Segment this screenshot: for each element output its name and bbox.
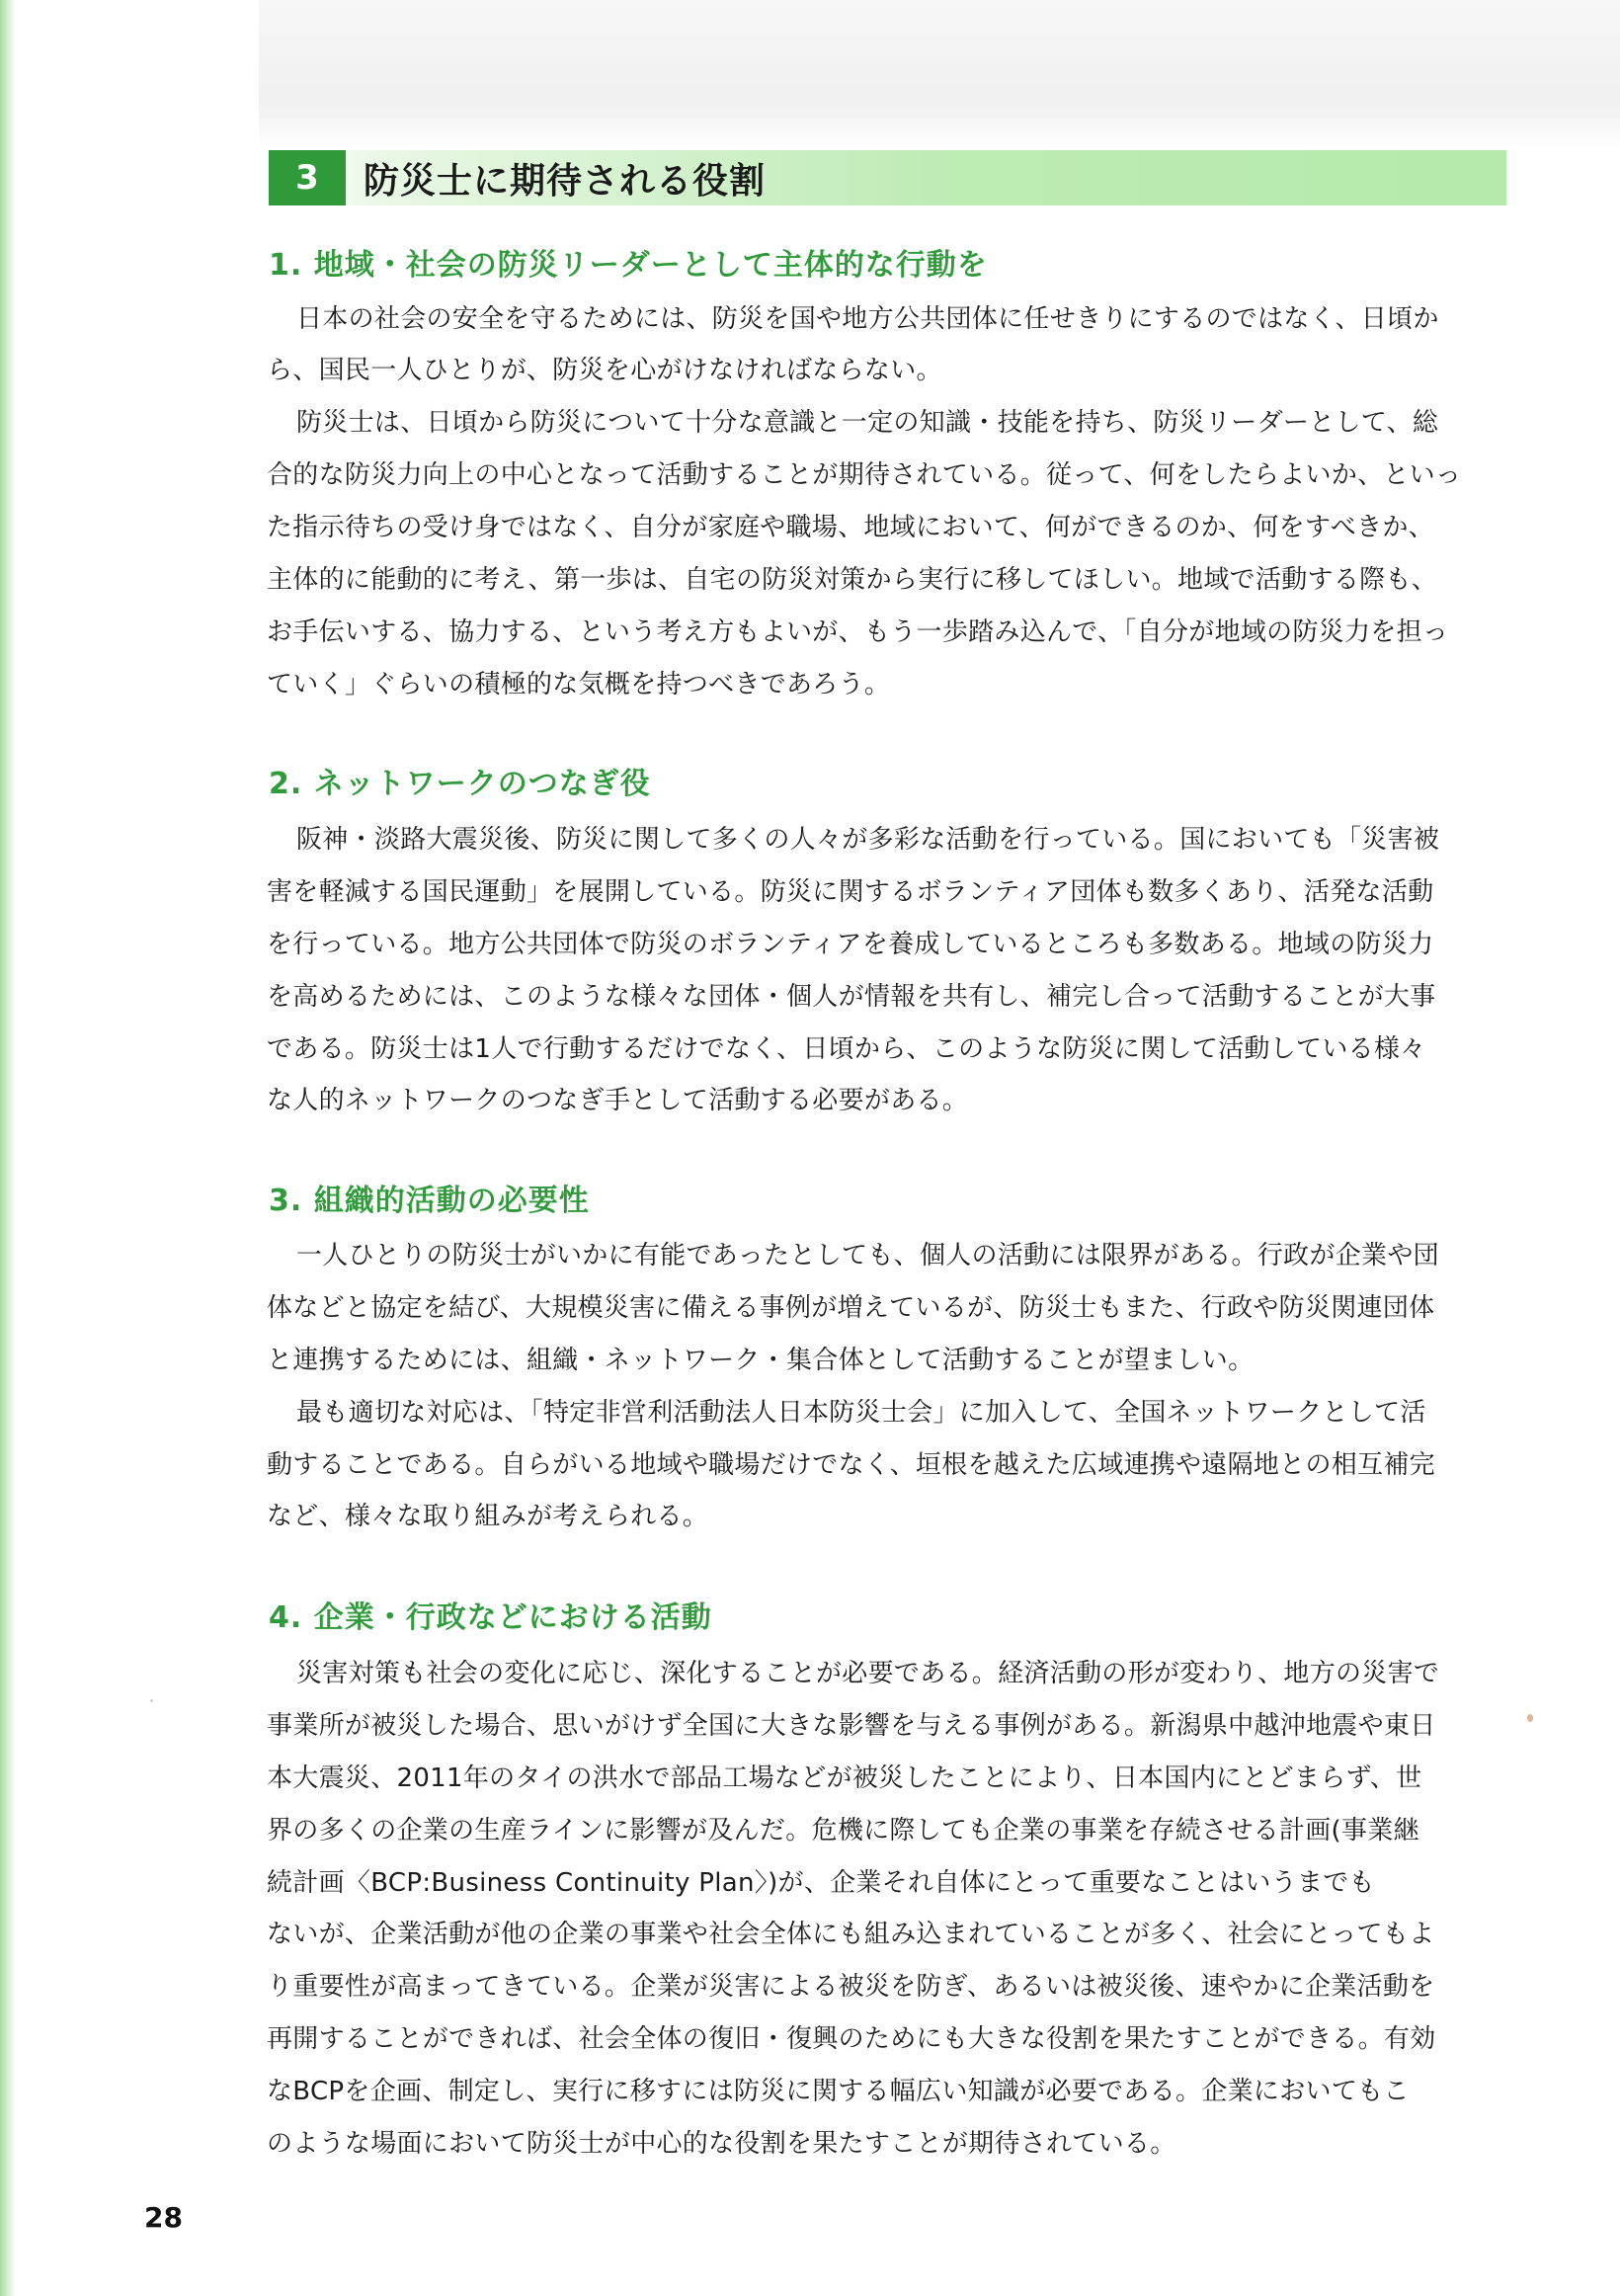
body-text-line: 動することである。自らがいる地域や職場だけでなく、垣根を越えた広域連携や遠隔地との相互補完 [267, 1450, 1435, 1480]
section-heading: 2. ネットワークのつなぎ役 [269, 767, 651, 801]
section-heading: 1. 地域・社会の防災リーダーとして主体的な行動を [269, 248, 988, 283]
body-text-line: ないが、企業活動が他の企業の事業や社会全体にも組み込まれていることが多く、社会にとってもよ [267, 1920, 1435, 1949]
body-text-line: 続計画〈BCP:Business Continuity Plan〉)が、企業それ自体にとって重要なことはいうまでも [267, 1868, 1375, 1898]
body-text-line: ら、国民一人ひとりが、防災を心がけなければならない。 [267, 356, 942, 385]
body-text-line: を行っている。地方公共団体で防災のボランティアを養成しているところも多数ある。地域の防災力 [267, 930, 1434, 959]
body-text-line: 一人ひとりの防災士がいかに有能であったとしても、個人の活動には限界がある。行政が企業や団 [296, 1241, 1439, 1271]
body-text-line: 最も適切な対応は、「特定非営利活動法人日本防災士会」に加入して、全国ネットワークとして活 [296, 1398, 1426, 1428]
body-text-line: 防災士は、日頃から防災について十分な意識と一定の知識・技能を持ち、防災リーダーとして、総 [296, 408, 1439, 438]
body-text-line: 合的な防災力向上の中心となって活動することが期待されている。従って、何をしたらよいか、といっ [267, 460, 1462, 490]
body-text-line: 主体的に能動的に考え、第一歩は、自宅の防災対策から実行に移してほしい。地域で活動する際も、 [267, 565, 1438, 595]
page-edge-shadow [0, 0, 16, 2296]
body-text-line: 再開することができれば、社会全体の復旧・復興のためにも大きな役割を果たすことができる。有効 [267, 2024, 1436, 2054]
scan-speck [1527, 1714, 1533, 1722]
scan-shadow [259, 0, 1620, 148]
body-text-line: のような場面において防災士が中心的な役割を果たすことが期待されている。 [267, 2129, 1176, 2159]
body-text-line: 害を軽減する国民運動」を展開している。防災に関するボランティア団体も数多くあり、活発な活動 [267, 877, 1434, 907]
page-number: 28 [144, 2201, 183, 2234]
body-text-line: ていく」ぐらいの積極的な気概を持つべきであろう。 [267, 670, 891, 699]
body-text-line: と連携するためには、組織・ネットワーク・集合体として活動することが望ましい。 [267, 1346, 1255, 1375]
body-text-line: な人的ネットワークのつなぎ手として活動する必要がある。 [267, 1086, 969, 1115]
body-text-line: り重要性が高まってきている。企業が災害による被災を防ぎ、あるいは被災後、速やかに企業活動を [267, 1972, 1435, 2002]
body-text-line: 阪神・淡路大震災後、防災に関して多くの人々が多彩な活動を行っている。国においても「災害被 [296, 825, 1440, 855]
body-text-line: お手伝いする、協力する、という考え方もよいが、もう一歩踏み込んで、「自分が地域の防災力を担っ [267, 617, 1449, 647]
body-text-line: なBCPを企画、制定し、実行に移すには防災に関する幅広い知識が必要である。企業においてもこ [267, 2077, 1410, 2106]
scan-speck [150, 1699, 153, 1702]
body-text-line: た指示待ちの受け身ではなく、自分が家庭や職場、地域において、何ができるのか、何をすべきか、 [267, 513, 1434, 542]
chapter-number: 3 [269, 150, 346, 205]
body-text-line: である。防災士は1人で行動するだけでなく、日頃から、このような防災に関して活動している様々 [267, 1034, 1426, 1064]
body-text-line: 日本の社会の安全を守るためには、防災を国や地方公共団体に任せきりにするのではなく、日頃か [296, 304, 1439, 334]
body-text-line: 事業所が被災した場合、思いがけず全国に大きな影響を与える事例がある。新潟県中越沖地震や東日 [267, 1711, 1436, 1741]
body-text-line: 災害対策も社会の変化に応じ、深化することが必要である。経済活動の形が変わり、地方の災害で [296, 1659, 1440, 1688]
body-text-line: 体などと協定を結び、大規模災害に備える事例が増えているが、防災士もまた、行政や防災関連団体 [267, 1293, 1435, 1323]
section-heading: 4. 企業・行政などにおける活動 [269, 1600, 712, 1635]
chapter-title: 防災士に期待される役割 [364, 160, 767, 202]
body-text-line: を高めるためには、このような様々な団体・個人が情報を共有し、補完し合って活動することが大事 [267, 982, 1436, 1012]
body-text-line: など、様々な取り組みが考えられる。 [267, 1502, 709, 1531]
body-text-line: 界の多くの企業の生産ラインに影響が及んだ。危機に際しても企業の事業を存続させる計画(事業継 [267, 1816, 1419, 1845]
body-text-line: 本大震災、2011年のタイの洪水で部品工場などが被災したことにより、日本国内にとどまらず、世 [267, 1763, 1422, 1793]
section-heading: 3. 組織的活動の必要性 [269, 1184, 590, 1218]
